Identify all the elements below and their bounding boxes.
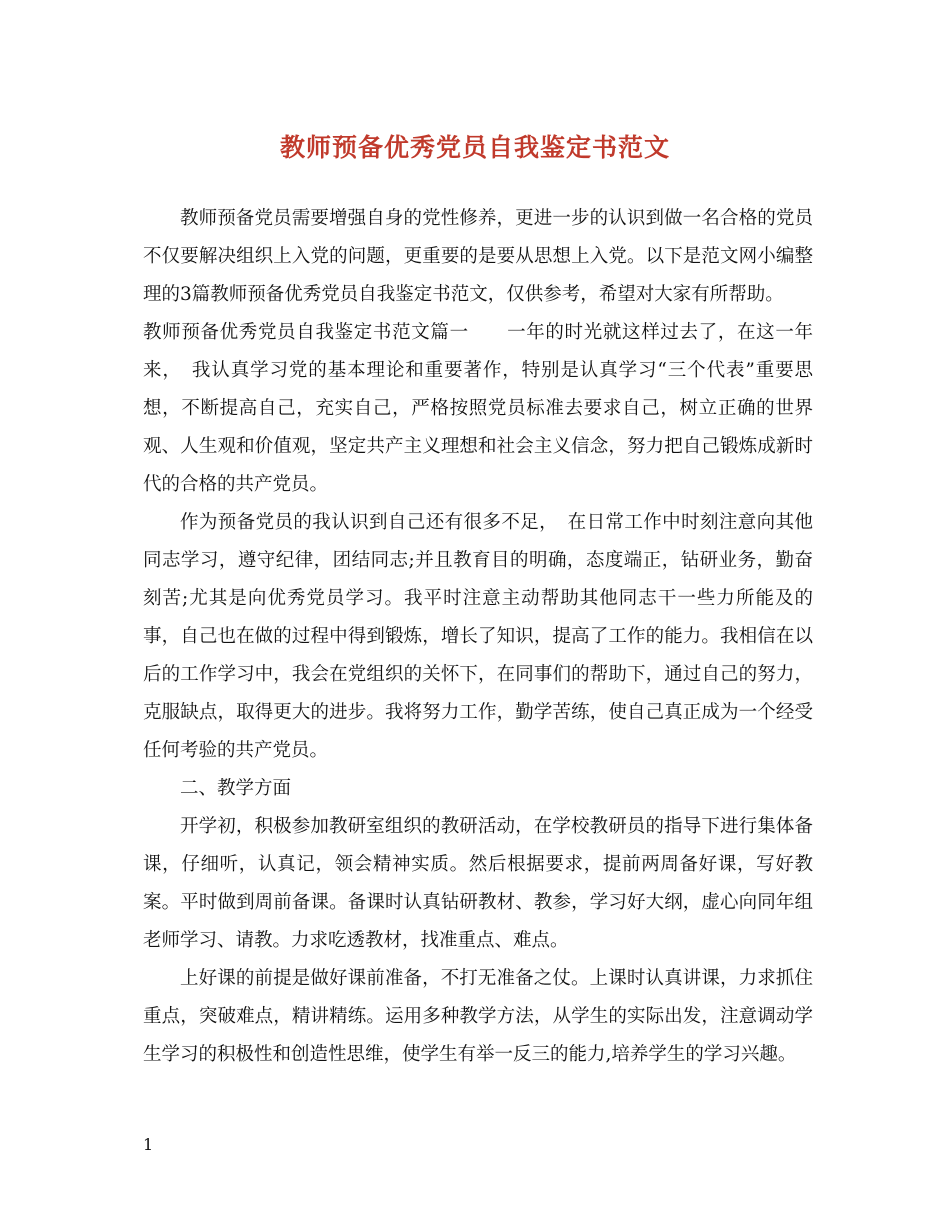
paragraph-teaching-method: 上好课的前提是做好课前准备，不打无准备之仗。上课时认真讲课，力求抓住重点，突破难点，精讲精练。运用多种教学方法，从学生的实际出发，注意调动学生学习的积极性和创造性思维，使学生有举一反三的能力,培养学生的学习兴趣。 — [143, 968, 813, 1065]
section-heading-teaching: 二、教学方面 — [180, 778, 292, 799]
paragraph-article-one: 教师预备优秀党员自我鉴定书范文篇一 一年的时光就这样过去了，在这一年来， 我认真学习党的基本理论和重要著作，特别是认真学习“三个代表”重要思想，不断提高自己，充实自己，严格按照党员标准去要求自己，树立正确的世界观、人生观和价值观，坚定共产主义理想和社会主义信念，努力把自己锻炼成新时代的合格的共产党员。 — [143, 322, 813, 495]
paragraph-shortcomings: 作为预备党员的我认识到自己还有很多不足， 在日常工作中时刻注意向其他同志学习，遵守纪律，团结同志;并且教育目的明确，态度端正，钻研业务，勤奋刻苦;尤其是向优秀党员学习。我平时注意主动帮助其他同志干一些力所能及的事，自己也在做的过程中得到锻炼，增长了知识，提高了工作的能力。我相信在以后的工作学习中，我会在党组织的关怀下，在同事们的帮助下，通过自己的努力，克服缺点，取得更大的进步。我将努力工作，勤学苦练，使自己真正成为一个经受任何考验的共产党员。 — [143, 512, 813, 761]
document-title: 教师预备优秀党员自我鉴定书范文 — [279, 133, 670, 162]
paragraph-lesson-prep: 开学初，积极参加教研室组织的教研活动，在学校教研员的指导下进行集体备课，仔细听，认真记，领会精神实质。然后根据要求，提前两周备好课，写好教案。平时做到周前备课。备课时认真钻研教材、教参，学习好大纲，虚心向同年组老师学习、请教。力求吃透教材，找准重点、难点。 — [143, 816, 813, 951]
paragraph-intro: 教师预备党员需要增强自身的党性修养，更进一步的认识到做一名合格的党员不仅要解决组织上入党的问题，更重要的是要从思想上入党。以下是范文网小编整理的3篇教师预备优秀党员自我鉴定书范文，仅供参考，希望对大家有所帮助。 — [143, 208, 813, 305]
page-number: 1 — [143, 1135, 154, 1154]
document-body — [143, 200, 813, 1074]
